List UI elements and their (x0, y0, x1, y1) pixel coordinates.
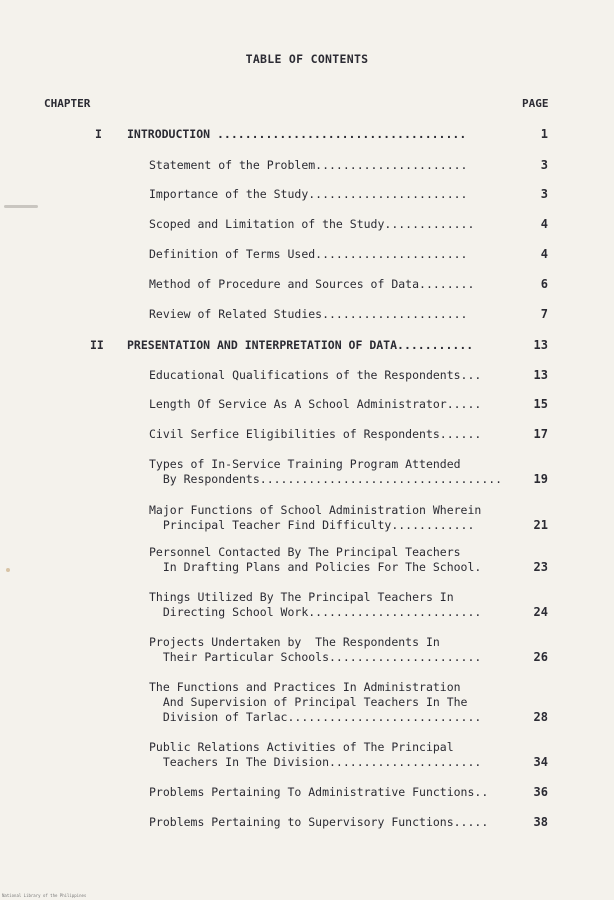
section-title-line: Teachers In The Division...................... (149, 755, 482, 769)
section-title-line: Review of Related Studies..................... (149, 307, 468, 321)
section-title-line: The Functions and Practices In Administration (149, 680, 461, 694)
section-page-number: 15 (533, 397, 548, 411)
section-page-number: 3 (540, 187, 548, 201)
chapter-number: II (90, 338, 104, 352)
section-title-line: Importance of the Study....................... (149, 187, 468, 201)
section-page-number: 21 (533, 518, 548, 532)
section-title-line: Civil Serfice Eligibilities of Respondents...... (149, 427, 482, 441)
chapter-number: I (95, 127, 102, 141)
section-title-line: Personnel Contacted By The Principal Teachers (149, 545, 461, 559)
chapter-page-number: 13 (533, 338, 548, 352)
section-page-number: 38 (533, 815, 548, 829)
section-title-line: Educational Qualifications of the Respondents... (149, 368, 482, 382)
section-title-line: Problems Pertaining to Supervisory Functions..... (149, 815, 489, 829)
chapter-title: INTRODUCTION .................................... (127, 127, 467, 141)
section-title-line: Problems Pertaining To Administrative Functions.. (149, 785, 489, 799)
section-page-number: 6 (540, 277, 548, 291)
scan-smudge (4, 205, 38, 208)
chapter-page-number: 1 (540, 127, 548, 141)
section-title-line: Things Utilized By The Principal Teachers In (149, 590, 454, 604)
section-title-line: Directing School Work......................... (149, 605, 482, 619)
section-page-number: 4 (540, 247, 548, 261)
section-page-number: 24 (533, 605, 548, 619)
section-title-line: In Drafting Plans and Policies For The School. (149, 560, 482, 574)
section-title-line: Statement of the Problem...................... (149, 158, 468, 172)
section-title-line: Their Particular Schools...................... (149, 650, 482, 664)
section-page-number: 13 (533, 368, 548, 382)
section-title-line: Principal Teacher Find Difficulty............ (149, 518, 475, 532)
section-page-number: 36 (533, 785, 548, 799)
section-page-number: 3 (540, 158, 548, 172)
section-page-number: 28 (533, 710, 548, 724)
section-title-line: Length Of Service As A School Administrator..... (149, 397, 482, 411)
section-page-number: 26 (533, 650, 548, 664)
section-title-line: And Supervision of Principal Teachers In The (149, 695, 468, 709)
section-title-line: Types of In-Service Training Program Attended (149, 457, 461, 471)
footer-text: National Library of the Philippines (2, 893, 87, 898)
section-page-number: 19 (533, 472, 548, 486)
section-title-line: Scoped and Limitation of the Study............. (149, 217, 475, 231)
section-page-number: 23 (533, 560, 548, 574)
section-page-number: 4 (540, 217, 548, 231)
scan-mark (6, 568, 10, 572)
section-title-line: Major Functions of School Administration Wherein (149, 503, 482, 517)
section-title-line: Definition of Terms Used...................... (149, 247, 468, 261)
section-title-line: Projects Undertaken by The Respondents In (149, 635, 440, 649)
section-title-line: Division of Tarlac............................ (149, 710, 482, 724)
chapter-column-header: CHAPTER (44, 97, 91, 110)
section-title-line: Method of Procedure and Sources of Data........ (149, 277, 475, 291)
page-title: TABLE OF CONTENTS (245, 52, 369, 66)
section-page-number: 34 (533, 755, 548, 769)
section-page-number: 17 (533, 427, 548, 441)
section-title-line: Public Relations Activities of The Principal (149, 740, 454, 754)
chapter-title: PRESENTATION AND INTERPRETATION OF DATA........... (127, 338, 474, 352)
page-column-header: PAGE (522, 97, 549, 110)
section-title-line: By Respondents................................... (149, 472, 503, 486)
section-page-number: 7 (540, 307, 548, 321)
